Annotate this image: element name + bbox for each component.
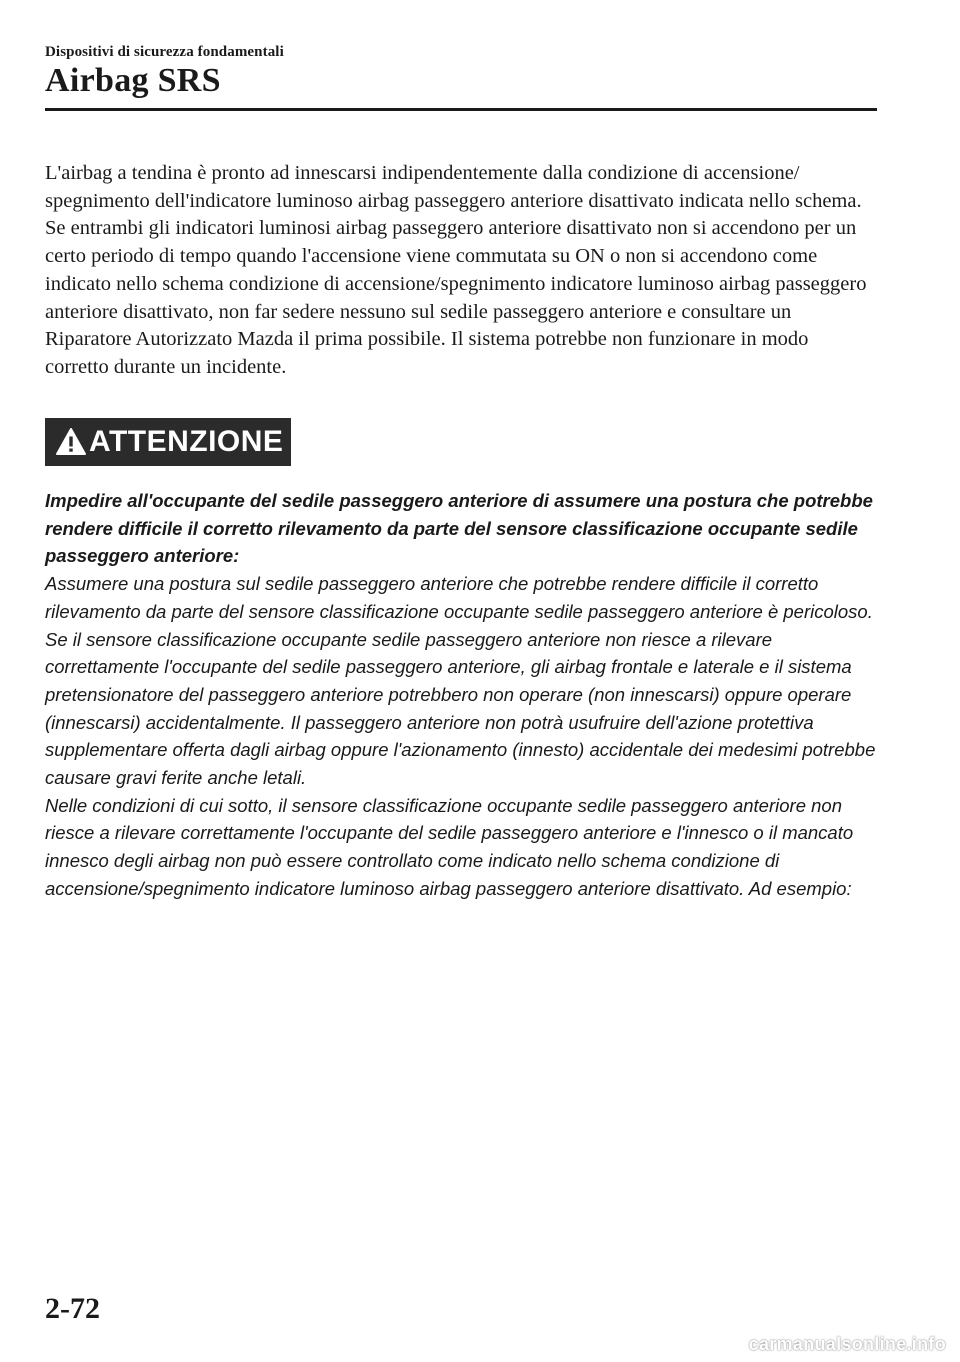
warning-triangle-icon <box>55 426 87 458</box>
caution-paragraph: Nelle condizioni di cui sotto, il sensore classificazione occupante sedile passeggero anteriore non riesce a rilevare correttamente l'occupante del sedile passeggero anteriore e l'innesco o il mancato innesco degli airbag non può essere controllato come indicato nello schema condizione di accensione/spegnimento indicatore luminoso airbag passeggero anteriore disattivato. Ad esempio: <box>45 794 854 899</box>
caution-block <box>45 487 880 903</box>
title-divider <box>45 108 877 111</box>
warning-badge <box>45 418 291 466</box>
caution-heading: Impedire all'occupante del sedile passeggero anteriore di assumere una postura che potrebbe rendere difficile il corretto rilevamento da parte del sensore classificazione occupante sedile passeggero anteriore: <box>45 490 873 567</box>
caution-paragraph: Assumere una postura sul sedile passeggero anteriore che potrebbe rendere difficile il corretto rilevamento da parte del sensore classificazione occupante sedile passeggero anteriore è pericoloso. Se il sensore classificazione occupante sedile passeggero anteriore non riesce a rilevare correttamente l'occupante del sedile passeggero anteriore, gli airbag frontale e laterale e il sistema pretensionatore del passeggero anteriore potrebbero non operare (non innescarsi) oppure operare (innescarsi) accidentalmente. Il passeggero anteriore non potrà usufruire dell'azione protettiva supplementare offerta dagli airbag oppure l'azionamento (innesto) accidentale dei medesimi potrebbe causare gravi ferite anche letali. <box>45 573 876 789</box>
body-paragraph: L'airbag a tendina è pronto ad innescarsi indipendentemente dalla condizione di accensione/ spegnimento dell'indicatore luminoso airbag passeggero anteriore disattivato indicata nello schema. <box>45 162 862 212</box>
body-text <box>45 160 875 382</box>
watermark: carmanualsonline.info <box>748 1334 946 1354</box>
section-label: Dispositivi di sicurezza fondamentali <box>45 44 284 60</box>
body-paragraph: Se entrambi gli indicatori luminosi airbag passeggero anteriore disattivato non si accendono per un certo periodo di tempo quando l'accensione viene commutata su ON o non si accendono come indicato nello schema condizione di accensione/spegnimento indicatore luminoso airbag passeggero anteriore disattivato, non far sedere nessuno sul sedile passeggero anteriore e consultare un Riparatore Autorizzato Mazda il prima possibile. Il sistema potrebbe non funzionare in modo corretto durante un incidente. <box>45 217 867 378</box>
page-title: Airbag SRS <box>45 62 221 99</box>
warning-label: ATTENZIONE <box>89 425 284 458</box>
page-number: 2-72 <box>45 1292 100 1325</box>
